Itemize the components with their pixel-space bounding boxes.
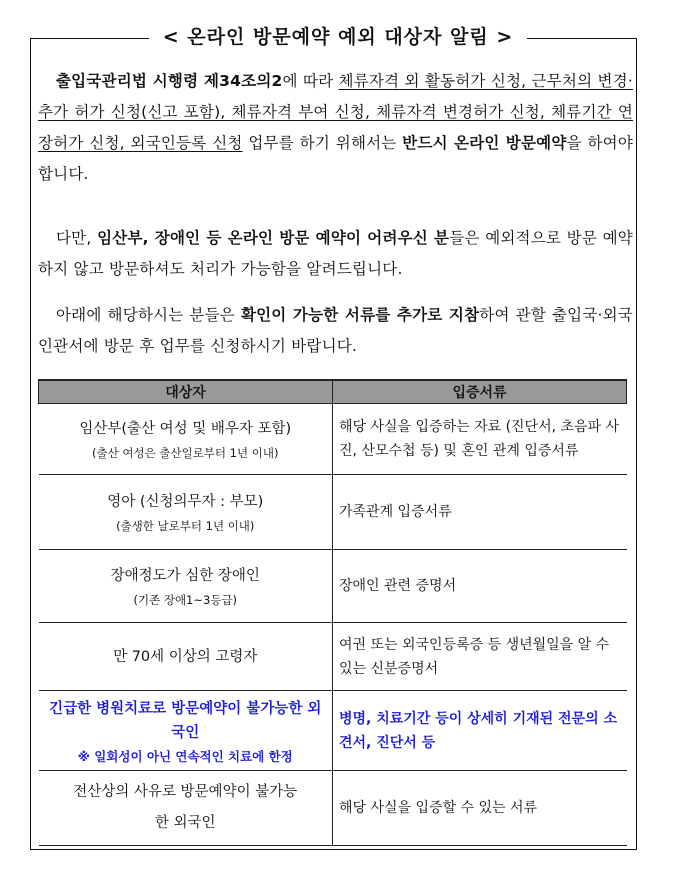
document-cell: 가족관계 입증서류 bbox=[333, 475, 627, 550]
table-row bbox=[39, 550, 627, 623]
target-cell bbox=[39, 404, 333, 475]
document-cell: 장애인 관련 증명서 bbox=[333, 550, 627, 623]
target-sub: (출산 여성은 출산일로부터 1년 이내) bbox=[92, 446, 279, 460]
para1-text-2: 업무를 하기 위해서는 bbox=[242, 134, 403, 152]
para2-emphasis: 임산부, 장애인 등 온라인 방문 예약이 어려우신 분 bbox=[97, 229, 450, 247]
target-main: 긴급한 병원치료로 방문예약이 불가능한 외국인 bbox=[49, 700, 322, 741]
target-main: 전산상의 사유로 방문예약이 불가능한 외국인 bbox=[73, 784, 298, 831]
paragraph-3 bbox=[38, 300, 633, 362]
document-cell: 해당 사실을 입증할 수 있는 서류 bbox=[333, 771, 627, 846]
target-sub: (출생한 날로부터 1년 이내) bbox=[116, 519, 255, 533]
para2-text-1: 다만, bbox=[56, 229, 98, 247]
target-sub: (기존 장애1~3등급) bbox=[133, 593, 238, 607]
target-main: 영아 (신청의무자 : 부모) bbox=[107, 494, 264, 510]
exception-table bbox=[38, 379, 627, 846]
para3-text-2: 하여 관할 출입국·외국인관서에 방문 후 업무를 신청하시기 바랍니다. bbox=[38, 306, 633, 355]
target-cell bbox=[39, 550, 333, 623]
target-main: 임산부(출산 여성 및 배우자 포함) bbox=[79, 421, 292, 437]
table-row bbox=[39, 771, 627, 846]
table-row bbox=[39, 623, 627, 691]
para2-text-2: 들은 예외적으로 방문 예약하지 않고 방문하셔도 처리가 가능함을 알려드립니다. bbox=[38, 229, 633, 278]
para3-text-1: 아래에 해당하시는 분들은 bbox=[56, 306, 241, 324]
para3-emphasis: 확인이 가능한 서류를 추가로 지참 bbox=[240, 306, 480, 324]
table-row bbox=[39, 475, 627, 550]
para1-underlined-tasks: 체류자격 외 활동허가 신청, 근무처의 변경·추가 허가 신청(신고 포함), 체류자격 부여 신청, 체류자격 변경허가 신청, 체류기간 연장허가 신청, 외국인등록 신청 bbox=[38, 72, 633, 152]
target-cell bbox=[39, 691, 333, 771]
target-main: 만 70세 이상의 고령자 bbox=[113, 648, 258, 665]
target-main: 장애정도가 심한 장애인 bbox=[110, 568, 260, 584]
notice-title: < 온라인 방문예약 예외 대상자 알림 > bbox=[149, 22, 528, 49]
document-cell: 병명, 치료기간 등이 상세히 기재된 전문의 소견서, 진단서 등 bbox=[333, 691, 627, 771]
header-documents: 입증서류 bbox=[333, 380, 627, 404]
table-row bbox=[39, 691, 627, 771]
para1-text-3: 을 하여야 합니다. bbox=[38, 134, 633, 183]
table-row bbox=[39, 404, 627, 475]
paragraph-1 bbox=[38, 66, 633, 190]
document-cell: 여권 또는 외국인등록증 등 생년월일을 알 수 있는 신분증명서 bbox=[333, 623, 627, 691]
document-cell: 해당 사실을 입증하는 자료 (진단서, 초음파 사진, 산모수첩 등) 및 혼인 관계 입증서류 bbox=[333, 404, 627, 475]
target-cell bbox=[39, 623, 333, 691]
law-reference: 출입국관리법 시행령 제34조의2 bbox=[56, 72, 283, 90]
target-cell bbox=[39, 771, 333, 846]
target-cell bbox=[39, 475, 333, 550]
header-target: 대상자 bbox=[39, 380, 333, 404]
table-header-row bbox=[39, 380, 627, 404]
para1-emphasis: 반드시 온라인 방문예약 bbox=[402, 134, 567, 152]
para1-text-1: 에 따라 bbox=[282, 72, 339, 90]
target-sub: ※ 일회성이 아닌 연속적인 치료에 한정 bbox=[77, 748, 293, 764]
paragraph-2 bbox=[38, 223, 633, 285]
title-bar bbox=[0, 22, 676, 49]
